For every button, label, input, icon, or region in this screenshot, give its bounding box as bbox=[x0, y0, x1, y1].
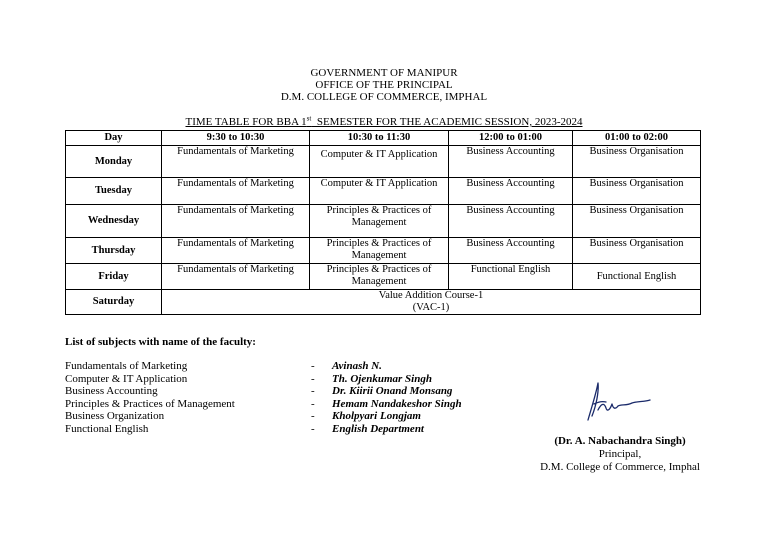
subject-name: Business Accounting bbox=[65, 385, 158, 398]
table-cell: Principles & Practices of Management bbox=[310, 205, 449, 238]
vac-course-name: Value Addition Course-1 bbox=[378, 290, 484, 301]
table-row-saturday bbox=[66, 290, 701, 315]
timetable-title bbox=[0, 116, 768, 129]
separator-dash: - bbox=[311, 360, 315, 372]
table-cell: Fundamentals of Marketing bbox=[162, 178, 310, 205]
separator-dash: - bbox=[311, 397, 315, 410]
title-superscript: st bbox=[306, 114, 312, 123]
day-cell: Saturday bbox=[66, 290, 162, 315]
faculty-name: English Department bbox=[332, 422, 424, 435]
signatory-title: Principal, bbox=[598, 448, 642, 460]
timetable-header-row bbox=[66, 131, 701, 146]
header-government: GOVERNMENT OF MANIPUR bbox=[310, 67, 458, 79]
faculty-list-heading: List of subjects with name of the faculty: bbox=[65, 336, 256, 348]
subject-column bbox=[65, 360, 235, 436]
subject-name: Functional English bbox=[65, 422, 149, 435]
table-row-friday bbox=[66, 264, 701, 290]
table-cell: Business Organisation bbox=[573, 205, 701, 238]
faculty-name: Th. Ojenkumar Singh bbox=[332, 372, 432, 385]
separator-dash: - bbox=[311, 410, 315, 423]
day-cell: Friday bbox=[66, 264, 162, 290]
table-cell: Computer & IT Application bbox=[310, 178, 449, 205]
table-cell: Business Organisation bbox=[573, 178, 701, 205]
faculty-name: Kholpyari Longjam bbox=[332, 410, 421, 423]
separator-dash: - bbox=[311, 372, 315, 385]
table-cell: Fundamentals of Marketing bbox=[162, 146, 310, 178]
table-row-monday bbox=[66, 146, 701, 178]
faculty-name: Hemam Nandakeshor Singh bbox=[332, 397, 462, 410]
table-cell: Fundamentals of Marketing bbox=[162, 205, 310, 238]
table-row-wednesday bbox=[66, 205, 701, 238]
day-cell: Thursday bbox=[66, 238, 162, 264]
table-row-tuesday bbox=[66, 178, 701, 205]
faculty-name: Avinash N. bbox=[332, 360, 382, 372]
table-cell: Business Accounting bbox=[449, 178, 573, 205]
vac-course-code: (VAC-1) bbox=[412, 302, 450, 313]
table-cell: Fundamentals of Marketing bbox=[162, 264, 310, 290]
subject-name: Principles & Practices of Management bbox=[65, 397, 235, 410]
header-slot-1: 9:30 to 10:30 bbox=[162, 131, 310, 146]
signatory-name: (Dr. A. Nabachandra Singh) bbox=[554, 435, 686, 447]
day-cell: Tuesday bbox=[66, 178, 162, 205]
header-slot-2: 10:30 to 11:30 bbox=[310, 131, 449, 146]
table-cell: Business Organisation bbox=[573, 146, 701, 178]
table-cell: Business Accounting bbox=[449, 146, 573, 178]
dash-column bbox=[311, 360, 315, 436]
faculty-name: Dr. Kiirii Onand Monsang bbox=[332, 385, 453, 398]
separator-dash: - bbox=[311, 385, 315, 398]
header-office: OFFICE OF THE PRINCIPAL bbox=[315, 79, 453, 91]
table-cell: Computer & IT Application bbox=[310, 146, 449, 178]
subject-name: Fundamentals of Marketing bbox=[65, 360, 188, 372]
subject-name: Computer & IT Application bbox=[65, 372, 188, 385]
table-cell: Principles & Practices of Management bbox=[310, 238, 449, 264]
header-college: D.M. COLLEGE OF COMMERCE, IMPHAL bbox=[280, 91, 488, 103]
separator-dash: - bbox=[311, 422, 315, 435]
table-cell: Principles & Practices of Management bbox=[310, 264, 449, 290]
table-cell: Functional English bbox=[573, 264, 701, 290]
vac-cell bbox=[162, 290, 701, 315]
header-slot-4: 01:00 to 02:00 bbox=[573, 131, 701, 146]
table-cell: Business Accounting bbox=[449, 205, 573, 238]
faculty-column bbox=[332, 360, 462, 436]
signatory-org: D.M. College of Commerce, Imphal bbox=[540, 461, 700, 473]
subject-name: Business Organization bbox=[65, 410, 165, 423]
table-row-thursday bbox=[66, 238, 701, 264]
table-cell: Business Accounting bbox=[449, 238, 573, 264]
table-cell: Functional English bbox=[449, 264, 573, 290]
header-day: Day bbox=[66, 131, 162, 146]
day-cell: Monday bbox=[66, 146, 162, 178]
day-cell: Wednesday bbox=[66, 205, 162, 238]
table-cell: Fundamentals of Marketing bbox=[162, 238, 310, 264]
title-text-pre: TIME TABLE FOR BBA 1 bbox=[185, 116, 307, 128]
table-cell: Business Organisation bbox=[573, 238, 701, 264]
timetable bbox=[65, 130, 701, 315]
title-text-post: SEMESTER FOR THE ACADEMIC SESSION, 2023-2024 bbox=[311, 116, 583, 128]
header-slot-3: 12:00 to 01:00 bbox=[449, 131, 573, 146]
handwritten-signature bbox=[584, 380, 654, 422]
